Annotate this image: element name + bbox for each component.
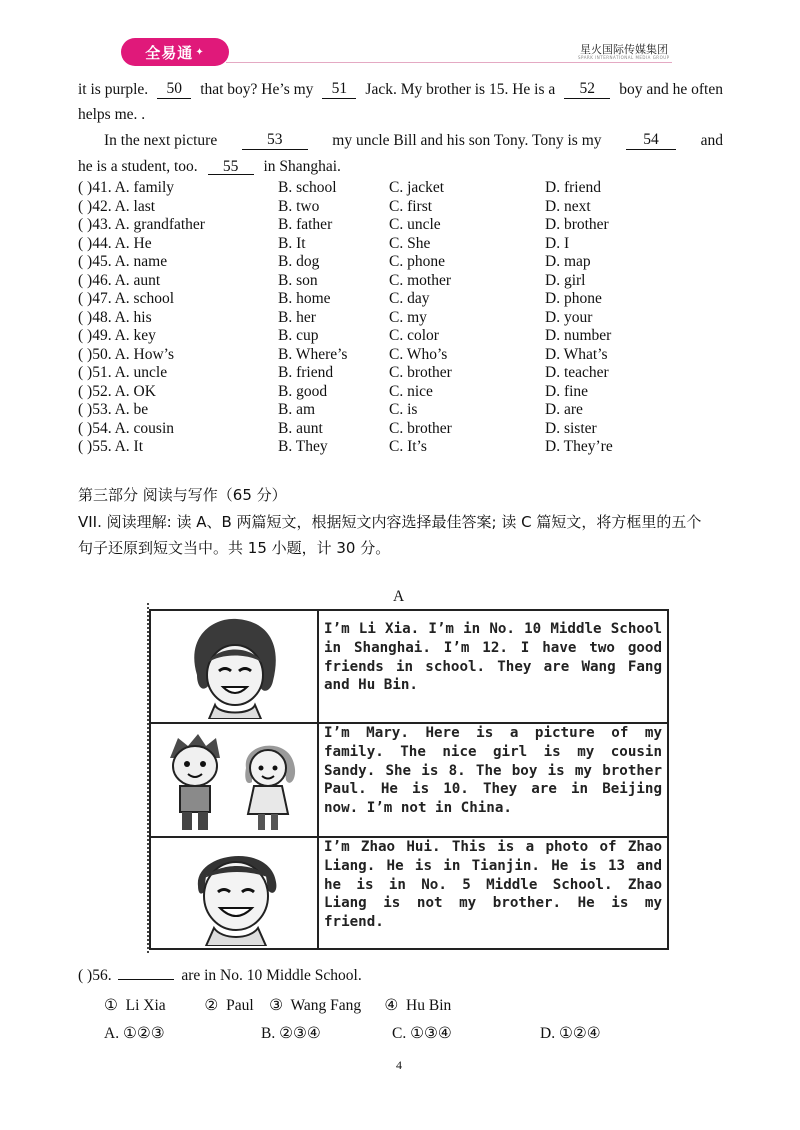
passage-line-3 (104, 132, 723, 150)
option-41-a: ( )41. A. family (78, 179, 174, 196)
option-54-c: C. brother (389, 419, 452, 437)
option-48-a: ( )48. A. his (78, 308, 152, 326)
option-48-b: B. her (278, 308, 316, 326)
blank-50: 50 (157, 81, 191, 99)
passage-line-1 (78, 81, 723, 99)
option-50-c: C. Who’s (389, 345, 448, 363)
option-42-d: D. next (545, 197, 591, 215)
answer-c: C. ①③④ (392, 1025, 452, 1042)
option-44-d: D. I (545, 234, 570, 252)
option-45-b: B. dog (278, 253, 320, 270)
option-55-c: C. It’s (389, 438, 427, 455)
logo-text: 全易通 (145, 43, 194, 62)
option-52-b: B. good (278, 382, 328, 400)
part-title: 第三部分 阅读与写作（65 分） (78, 486, 287, 504)
passage-text: In the next picture (104, 132, 218, 149)
option-54-b: B. aunt (278, 419, 323, 437)
option-53-c: C. is (389, 401, 418, 418)
option-51-a: ( )51. A. uncle (78, 364, 168, 381)
passage-line-2: helps me. . (78, 106, 146, 123)
option-49-b: B. cup (278, 327, 319, 344)
blank-52: 52 (564, 81, 610, 99)
option-42-b: B. two (278, 197, 320, 215)
option-48-d: D. your (545, 308, 593, 326)
option-47-c: C. day (389, 290, 430, 307)
blank-53: 53 (242, 132, 308, 150)
option-53-b: B. am (278, 401, 316, 418)
option-44-b: B. It (278, 234, 306, 252)
option-49-d: D. number (545, 327, 612, 344)
option-41-b: B. school (278, 179, 337, 196)
option-46-b: B. son (278, 271, 318, 289)
option-52-d: D. fine (545, 382, 589, 400)
option-42-a: ( )42. A. last (78, 197, 156, 215)
option-50-d: D. What’s (545, 345, 608, 363)
girl-portrait-icon (175, 615, 293, 719)
passage-text: and (700, 132, 723, 149)
option-51-b: B. friend (278, 364, 334, 381)
sparkle-icon: ✦ (195, 46, 205, 58)
blank-51: 51 (322, 81, 356, 99)
option-55-b: B. They (278, 438, 328, 455)
publisher-subtitle: SPARK INTERNATIONAL MEDIA GROUP (578, 55, 670, 60)
answer-a: A. ①②③ (104, 1025, 165, 1042)
option-43-a: ( )43. A. grandfather (78, 216, 205, 233)
instructions-line-1: VII. 阅读理解: 读 A、B 两篇短文，根据短文内容选择最佳答案; 读 C 篇短文，将方框里的五个 (78, 513, 702, 531)
blank-55: 55 (208, 159, 254, 175)
passage-text: boy and he often (619, 81, 723, 98)
passage-text: my uncle Bill and his son Tony. Tony is my (332, 132, 602, 149)
option-45-d: D. map (545, 253, 591, 270)
option-54-a: ( )54. A. cousin (78, 419, 175, 437)
passage-text: in Shanghai. (263, 158, 341, 175)
option-42-c: C. first (389, 197, 433, 215)
option-52-a: ( )52. A. OK (78, 382, 156, 400)
publisher-name: 星火国际传媒集团 (580, 43, 668, 56)
answer-b: B. ②③④ (261, 1025, 321, 1042)
option-49-c: C. color (389, 327, 439, 344)
option-47-d: D. phone (545, 290, 602, 307)
option-48-c: C. my (389, 308, 427, 326)
blank-54: 54 (626, 132, 676, 150)
question-56 (78, 967, 362, 985)
option-55-d: D. They’re (545, 438, 613, 455)
option-43-c: C. uncle (389, 216, 441, 233)
page-number: 4 (396, 1058, 402, 1072)
passage-text: he is a student, too. (78, 158, 198, 175)
question-text: are in No. 10 Middle School. (181, 967, 362, 984)
answer-d: D. ①②④ (540, 1025, 601, 1042)
table-row-1-text: I’m Li Xia. I’m in No. 10 Middle School in Shanghai. I’m 12. I have two good friends in school. They are Wang Fang and Hu Bin. (324, 621, 662, 694)
option-43-d: D. brother (545, 216, 609, 233)
instructions-line-2: 句子还原到短文当中。共 15 小题，计 30 分。 (78, 539, 391, 557)
boy-portrait-icon (180, 842, 292, 946)
brand-logo (121, 38, 229, 66)
option-45-c: C. phone (389, 253, 445, 270)
table-divider (317, 609, 319, 950)
table-row-2-text: I’m Mary. Here is a picture of my family. The nice girl is my cousin Sandy. She is 8. The boy is my brother Paul. He is 10. They are in Beijing now. I’m not in China. (324, 725, 662, 817)
passage-label: A (393, 588, 405, 605)
option-51-c: C. brother (389, 364, 452, 381)
question-56-choices: ① Li Xia ② Paul ③ Wang Fang ④ Hu Bin (104, 997, 452, 1014)
option-46-c: C. mother (389, 271, 451, 289)
option-44-c: C. She (389, 234, 431, 252)
option-53-d: D. are (545, 401, 583, 418)
option-50-a: ( )50. A. How’s (78, 345, 175, 363)
question-number: ( )56. (78, 967, 112, 984)
boy-and-girl-portrait-icon (158, 728, 308, 832)
passage-text: it is purple. (78, 81, 149, 98)
header-rule (226, 62, 672, 63)
option-44-a: ( )44. A. He (78, 234, 152, 252)
table-row-3-text: I’m Zhao Hui. This is a photo of Zhao Liang. He is in Tianjin. He is 13 and he is in No. 5 Middle School. Zhao Liang is not my brother. He is my friend. (324, 839, 662, 931)
option-43-b: B. father (278, 216, 333, 233)
option-53-a: ( )53. A. be (78, 401, 149, 418)
option-46-a: ( )46. A. aunt (78, 271, 161, 289)
passage-text: Jack. My brother is 15. He is a (365, 81, 556, 98)
option-47-b: B. home (278, 290, 331, 307)
option-55-a: ( )55. A. It (78, 438, 144, 455)
option-54-d: D. sister (545, 419, 597, 437)
option-52-c: C. nice (389, 382, 433, 400)
option-41-d: D. friend (545, 179, 601, 196)
option-41-c: C. jacket (389, 179, 445, 196)
option-51-d: D. teacher (545, 364, 609, 381)
option-45-a: ( )45. A. name (78, 253, 168, 270)
option-49-a: ( )49. A. key (78, 327, 156, 344)
option-50-b: B. Where’s (278, 345, 348, 363)
option-47-a: ( )47. A. school (78, 290, 175, 307)
passage-text: that boy? He’s my (200, 81, 314, 98)
question-blank (118, 979, 174, 980)
option-46-d: D. girl (545, 271, 586, 289)
passage-line-4 (78, 158, 341, 176)
